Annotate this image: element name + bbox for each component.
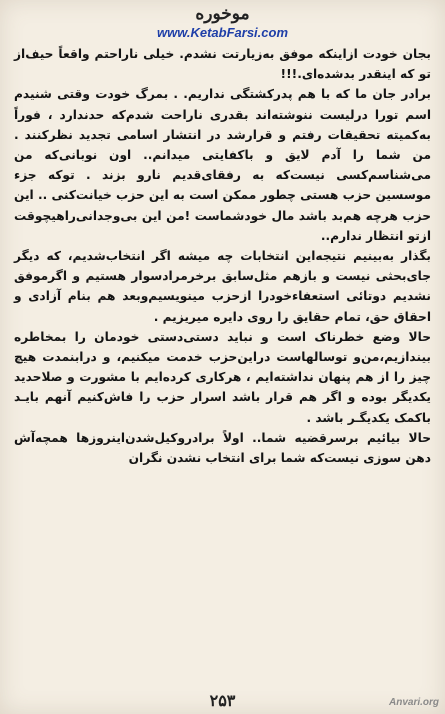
page-number: ۲۵۳ [209,691,236,710]
paragraph: بجان خودت ازاینکه موفق به‌زیارتت نشدم. خیلی ناراحتم واقعاً حیف‌از تو که اینقدر بدشده‌ای.!!! [14,47,431,82]
body-text [14,44,431,468]
running-title: موخوره [195,4,250,24]
paragraph: برادر جان ما که با هم پدرکشتگی نداریم. . بمرگ خودت وقتی شنیدم اسم تورا درلیست ننوشته‌اند بقدری ناراحت شدم‌که حدندارد ، فوراً به‌کمیته تحقیقات رفتم و قرارشد در انتشار اسامی تجدید نظرکنند . من شما را آدم لایق و باکفایتی میدانم.. اون نوبانی‌که من می‌شناسم‌کسی نیست‌که به رفقای‌قدیم نارو بزند . توکه جزء موسسین حزب هستی چطور ممکن است به این حزب خیانت‌کنی .. این حزب هرچه هم‌بد باشد مال خودشماست !من این بی‌وجدانی‌راهیچوقت ازتو انتظار ندارم.. [14,87,431,243]
watermark: Anvari.org [388,697,439,708]
site-url: www.KetabFarsi.com [157,25,288,40]
paragraph: حالا بیائیم برسرقضیه شما.. اولاً برادروکیل‌شدن‌اینروزها همچه‌آش دهن سوزی نیست‌که شما برای انتخاب نشدن نگران [14,430,431,466]
paragraph: بگذار به‌بینیم نتیجه‌این انتخابات چه میشه اگر انتخاب‌شدیم، که دیگر جای‌بحثی نیست و بازهم مثل‌سابق برخرمرادسوار هستیم و اگرموفق نشدیم دوتائی استعفاء‌خودرا ازحزب مینویسیم‌وبعد هم بنام آزادی و احقاق حق، تمام حقایق را روی دایره میریزیم . [14,249,431,324]
paragraph: حالا وضع خطرناک است و نباید دستی‌دستی خودمان را بمخاطره بیندازیم،من‌و توسالهاست دراین‌حزب خدمت میکنیم، و درابنمدت هیچ چیز را از هم پنهان نداشته‌ایم ، هرکاری کرده‌ایم با مشورت و صلاحدید یکدیگر بوده و اگر هم قرار باشد اسرار حزب را فاش‌کنیم آنهم بایـد باکمک یکدیگـر باشد . [14,329,431,425]
page-header [0,0,445,44]
